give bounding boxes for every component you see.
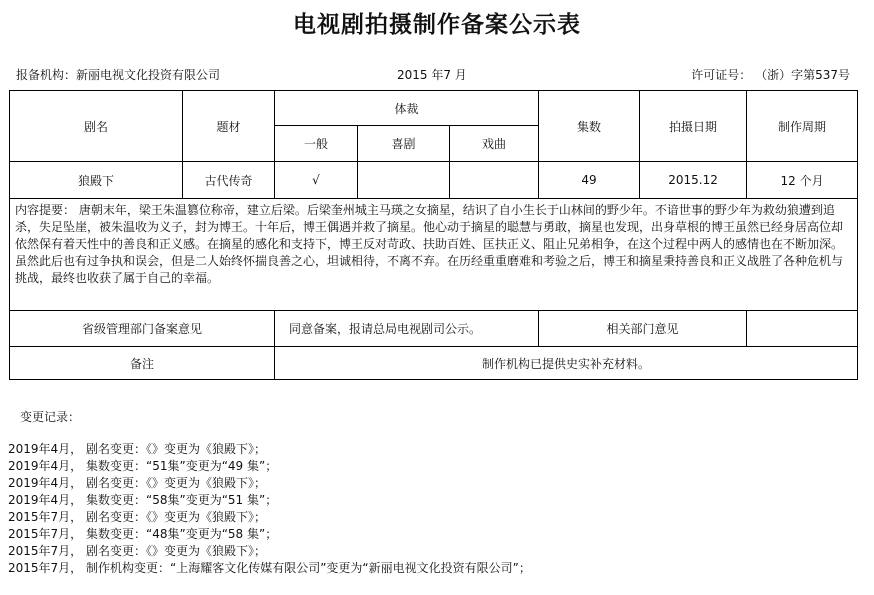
- header-genre-comedy: 喜剧: [358, 126, 450, 162]
- cell-episodes: 49: [539, 162, 640, 199]
- provincial-opinion: 同意备案，报请总局电视剧司公示。: [275, 311, 539, 347]
- change-log-title: 变更记录：: [20, 410, 81, 424]
- change-entry: 2015年7月， 制作机构变更：“上海耀客文化传媒有限公司”变更为“新丽电视文化投资有限公司”；: [8, 561, 531, 575]
- filing-table: [9, 90, 858, 380]
- cell-shoot-date: 2015.12: [640, 162, 747, 199]
- report-date: 2015 年7 月: [397, 68, 467, 82]
- header-genre: 体裁: [275, 91, 539, 126]
- header-genre-general: 一般: [275, 126, 358, 162]
- header-name: 剧名: [10, 91, 183, 162]
- cell-genre-general: √: [275, 162, 358, 199]
- header-theme: 题材: [183, 91, 275, 162]
- related-dept-opinion: [747, 311, 858, 347]
- change-entry: 2015年7月， 剧名变更：《》变更为《狼殿下》；: [8, 510, 266, 524]
- content-summary: 内容提要： 唐朝末年，梁王朱温篡位称帝，建立后梁。后梁奎州城主马瑛之女摘星，结识了自小生长于山林间的野少年。不谙世事的野少年为救幼狼遭到追杀，失足坠崖，被朱温收为义子，封为博王。十年后，博王偶遇并救了摘星。他心动于摘星的聪慧与勇敢，摘星也发现，出身草根的博王虽然已经身居高位却依然保有着天性中的善良和正义感。在摘星的感化和支持下，博王反对苛政、扶助百姓、匡扶正义、阻止兄弟相争，在这个过程中两人的感情也在不断加深。虽然此后也有过争执和误会，但是二人始终怀揣良善之心，坦诚相待，不离不弃。在历经重重磨难和考验之后，博王和摘星秉持善良和正义战胜了各种危机与挑战，最终也收获了属于自己的幸福。: [10, 199, 858, 311]
- change-log: [8, 441, 531, 577]
- reporting-org: 报备机构：新丽电视文化投资有限公司: [16, 68, 221, 82]
- header-shoot-date: 拍摄日期: [640, 91, 747, 162]
- provincial-label: 省级管理部门备案意见: [10, 311, 275, 347]
- cell-genre-comedy: [358, 162, 450, 199]
- change-entry: 2019年4月， 剧名变更：《》变更为《狼殿下》；: [8, 442, 266, 456]
- cell-period: 12 个月: [747, 162, 858, 199]
- cell-genre-opera: [450, 162, 539, 199]
- page-title: 电视剧拍摄制作备案公示表: [293, 12, 581, 38]
- header-period: 制作周期: [747, 91, 858, 162]
- header-episodes: 集数: [539, 91, 640, 162]
- cell-theme: 古代传奇: [183, 162, 275, 199]
- remark-text: 制作机构已提供史实补充材料。: [275, 347, 858, 380]
- change-entry: 2019年4月， 集数变更：“51集”变更为“49 集”；: [8, 459, 278, 473]
- remark-label: 备注: [10, 347, 275, 380]
- cell-name: 狼殿下: [10, 162, 183, 199]
- change-entry: 2019年4月， 剧名变更：《》变更为《狼殿下》；: [8, 476, 266, 490]
- change-entry: 2015年7月， 剧名变更：《》变更为《狼殿下》；: [8, 544, 266, 558]
- related-dept-label: 相关部门意见: [539, 311, 747, 347]
- change-entry: 2015年7月， 集数变更：“48集”变更为“58 集”；: [8, 527, 278, 541]
- license-number: 许可证号： （浙）字第537号: [691, 68, 850, 82]
- header-genre-opera: 戏曲: [450, 126, 539, 162]
- change-entry: 2019年4月， 集数变更：“58集”变更为“51 集”；: [8, 493, 278, 507]
